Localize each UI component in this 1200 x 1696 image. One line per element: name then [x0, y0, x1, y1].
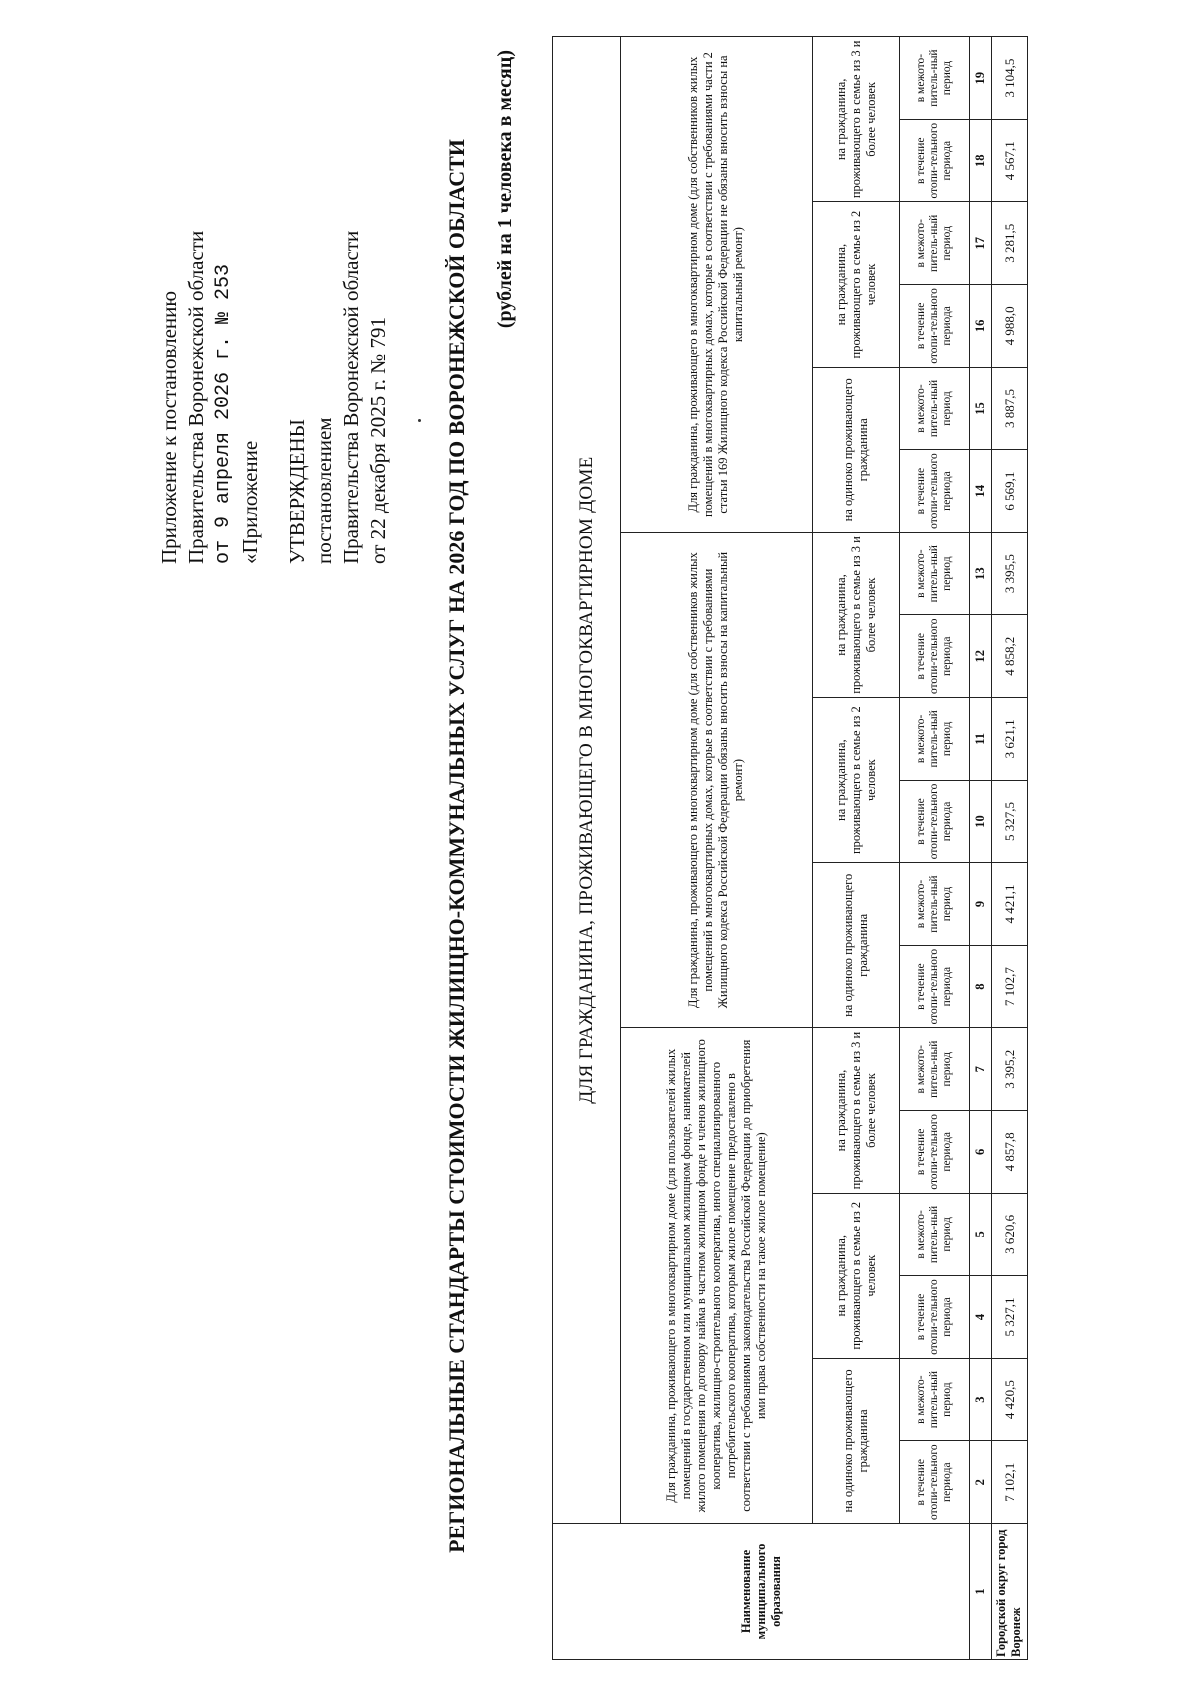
value-cell: 7 102,1	[991, 1441, 1027, 1524]
column-number: 7	[970, 1028, 992, 1111]
column-number: 19	[970, 37, 992, 120]
period-interheating-header: в межото-питель-ный период	[900, 1358, 970, 1441]
period-interheating-header: в межото-питель-ный период	[900, 37, 970, 120]
subgroup-family-2: на гражданина, проживающего в семье из 2 человек	[812, 202, 899, 367]
group-header-owners-no-capital-repair: Для гражданина, проживающего в многоквартирном доме (для собственников жилых помещений в многоквартирных домах, которые в соответствии с требованиями части 2 статьи 169 Жилищного кодекса Российской Федерации не обязаны вносить взносы на капитальный ремонт)	[620, 37, 812, 533]
period-interheating-header: в межото-питель-ный период	[900, 698, 970, 781]
value-cell: 3 395,2	[991, 1028, 1027, 1111]
column-number: 17	[970, 202, 992, 285]
subgroup-single: на одиноко проживающего гражданина	[812, 863, 899, 1028]
period-heating-header: в течение отопи-тельного периода	[900, 780, 970, 863]
column-number: 10	[970, 780, 992, 863]
subgroup-single: на одиноко проживающего гражданина	[812, 367, 899, 532]
value-cell: 3 620,6	[991, 1193, 1027, 1276]
period-interheating-header: в межото-питель-ный период	[900, 367, 970, 450]
value-cell: 7 102,7	[991, 945, 1027, 1028]
table-row	[991, 37, 1027, 1660]
column-number: 2	[970, 1441, 992, 1524]
value-cell: 4 421,1	[991, 863, 1027, 946]
period-heating-header: в течение отопи-тельного периода	[900, 285, 970, 368]
period-interheating-header: в межото-питель-ный период	[900, 1028, 970, 1111]
header-line-3: от 9 апреля 2026 г. № 253	[212, 263, 235, 564]
page-title: РЕГИОНАЛЬНЫЕ СТАНДАРТЫ СТОИМОСТИ ЖИЛИЩНО-КОММУНАЛЬНЫХ УСЛУГ НА 2026 ГОД ПО ВОРОНЕЖСКОЙ ОБЛАСТИ	[444, 139, 469, 1553]
group-header-tenants: Для гражданина, проживающего в многоквартирном доме (для пользователей жилых помещений в государственном или муниципальном жилищном фонде, нанимателей жилого помещения по договору найма в частном жилищном фонде и членов жилищного кооператива, жилищно-строительного кооператива, иного специализированного потребительского кооператива, которым жилое помещение предоставлено в соответствии с требованиями законодательства Российской Федерации до приобретения ими права собственности на такое жилое помещение)	[620, 1028, 812, 1524]
column-number: 5	[970, 1193, 992, 1276]
header-line-4: «Приложение	[238, 440, 262, 564]
units-label: (рублей на 1 человека в месяц)	[494, 50, 516, 329]
value-cell: 5 327,5	[991, 780, 1027, 863]
period-interheating-header: в межото-питель-ный период	[900, 863, 970, 946]
column-number: 13	[970, 532, 992, 615]
value-cell: 4 988,0	[991, 285, 1027, 368]
period-interheating-header: в межото-питель-ный период	[900, 1193, 970, 1276]
subgroup-family-3plus: на гражданина, проживающего в семье из 3 и более человек	[812, 532, 899, 697]
value-cell: 3 281,5	[991, 202, 1027, 285]
value-cell: 5 327,1	[991, 1276, 1027, 1359]
approved-government: Правительства Воронежской области	[339, 230, 363, 564]
column-number-row	[970, 37, 992, 1660]
group-header-owners-capital-repair: Для гражданина, проживающего в многоквартирном доме (для собственников жилых помещений в многоквартирных домах, которые в соответствии с требованиями Жилищного кодекса Российской Федерации обязаны вносить взносы на капитальный ремонт)	[620, 532, 812, 1028]
column-number: 8	[970, 945, 992, 1028]
municipality-name: Городской округ город Воронеж	[991, 1524, 1027, 1660]
amendment-header	[156, 231, 264, 564]
column-number: 6	[970, 1111, 992, 1194]
period-heating-header: в течение отопи-тельного периода	[900, 1276, 970, 1359]
column-number: 12	[970, 615, 992, 698]
header-line-2: Правительства Воронежской области	[184, 230, 208, 564]
column-number: 11	[970, 698, 992, 781]
scan-speck	[418, 419, 421, 422]
subgroup-family-3plus: на гражданина, проживающего в семье из 3 и более человек	[812, 37, 899, 202]
approval-block	[284, 231, 392, 564]
approved-label: УТВЕРЖДЕНЫ	[285, 419, 309, 564]
period-heating-header: в течение отопи-тельного периода	[900, 1441, 970, 1524]
column-number: 18	[970, 119, 992, 202]
column-number: 16	[970, 285, 992, 368]
header-line-1: Приложение к постановлению	[157, 290, 181, 564]
value-cell: 3 887,5	[991, 367, 1027, 450]
subgroup-family-2: на гражданина, проживающего в семье из 2 человек	[812, 1193, 899, 1358]
section-title: ДЛЯ ГРАЖДАНИНА, ПРОЖИВАЮЩЕГО В МНОГОКВАРТИРНОМ ДОМЕ	[553, 37, 621, 1524]
standards-table	[552, 36, 1028, 1660]
column-number: 3	[970, 1358, 992, 1441]
period-heating-header: в течение отопи-тельного периода	[900, 450, 970, 533]
approved-date: от 22 декабря 2025 г. № 791	[366, 317, 390, 564]
period-heating-header: в течение отопи-тельного периода	[900, 1111, 970, 1194]
value-cell: 4 567,1	[991, 119, 1027, 202]
period-heating-header: в течение отопи-тельного периода	[900, 945, 970, 1028]
period-interheating-header: в межото-питель-ный период	[900, 202, 970, 285]
value-cell: 6 569,1	[991, 450, 1027, 533]
value-cell: 3 395,5	[991, 532, 1027, 615]
column-number: 4	[970, 1276, 992, 1359]
period-header-row	[900, 37, 970, 1660]
subgroup-single: на одиноко проживающего гражданина	[812, 1358, 899, 1523]
period-heating-header: в течение отопи-тельного периода	[900, 119, 970, 202]
column-number: 9	[970, 863, 992, 946]
subgroup-family-3plus: на гражданина, проживающего в семье из 3 и более человек	[812, 1028, 899, 1193]
subgroup-family-2: на гражданина, проживающего в семье из 2 человек	[812, 698, 899, 863]
value-cell: 3 621,1	[991, 698, 1027, 781]
value-cell: 4 857,8	[991, 1111, 1027, 1194]
column-number: 14	[970, 450, 992, 533]
approved-by: постановлением	[312, 417, 336, 564]
column-number: 1	[970, 1524, 992, 1660]
municipality-column-header: Наименование муниципального образования	[553, 1524, 970, 1660]
value-cell: 3 104,5	[991, 37, 1027, 120]
value-cell: 4 858,2	[991, 615, 1027, 698]
period-heating-header: в течение отопи-тельного периода	[900, 615, 970, 698]
column-number: 15	[970, 367, 992, 450]
value-cell: 4 420,5	[991, 1358, 1027, 1441]
period-interheating-header: в межото-питель-ный период	[900, 532, 970, 615]
